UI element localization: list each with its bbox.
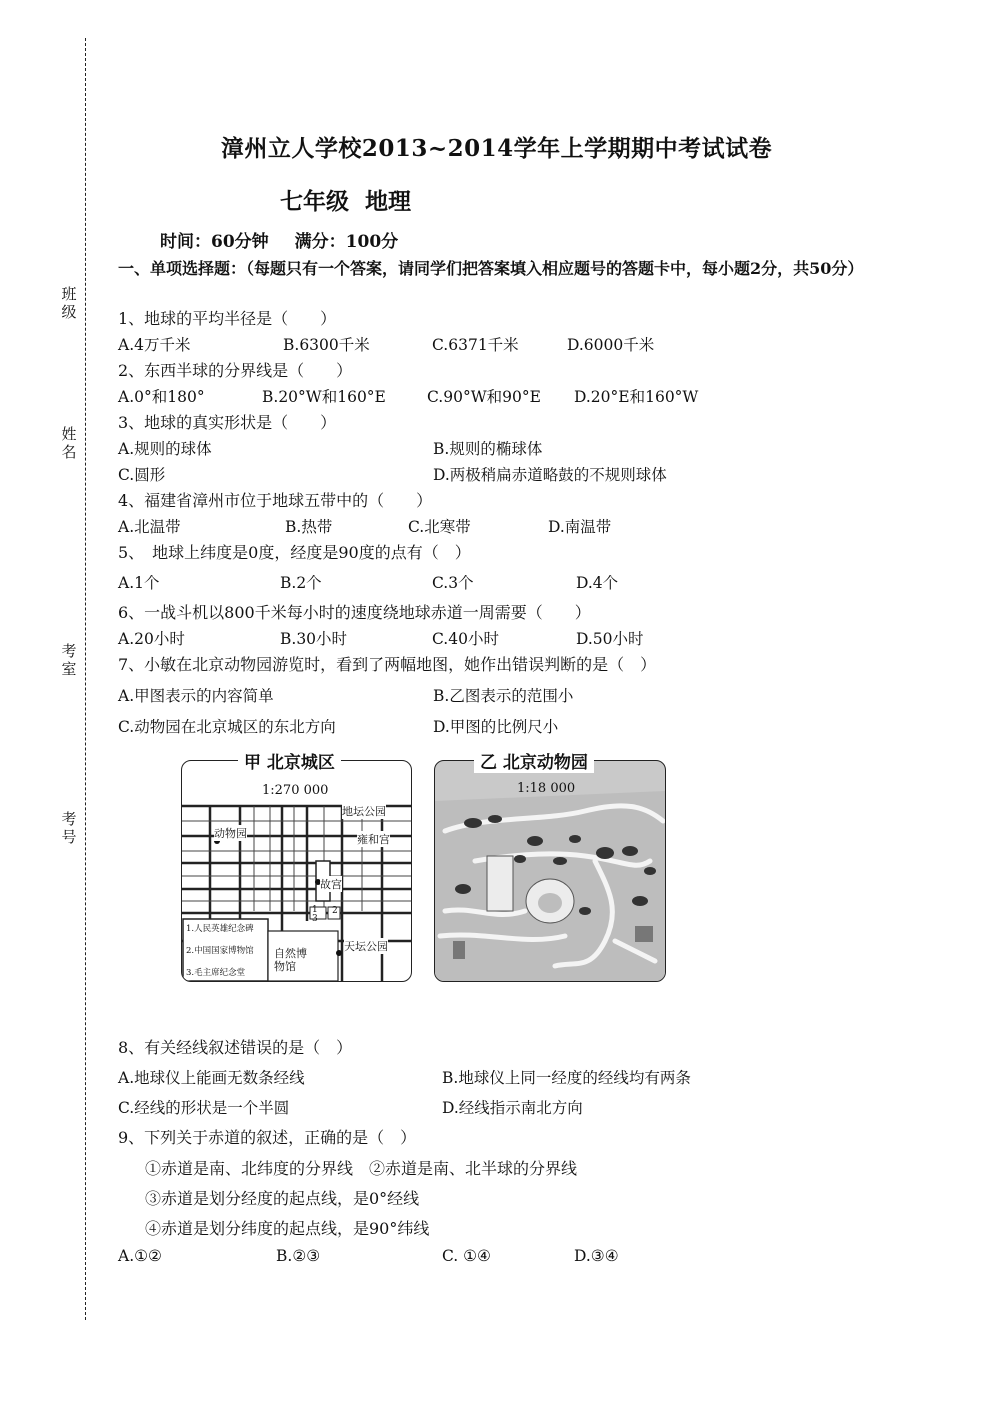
- q5-option-a[interactable]: A.1个: [118, 574, 160, 592]
- map-legend-1: 1.人民英雄纪念碑: [186, 924, 254, 934]
- map-label-tiantan: 天坛公园: [344, 940, 388, 953]
- q2-option-a[interactable]: A.0°和180°: [118, 388, 205, 406]
- map-marker-1: 1: [312, 905, 318, 915]
- class-label: 班级: [61, 285, 77, 321]
- q8-option-d[interactable]: D.经线指示南北方向: [442, 1099, 583, 1117]
- q4-option-a[interactable]: A.北温带: [118, 518, 181, 536]
- q6-option-b[interactable]: B.30小时: [280, 630, 348, 648]
- map-marker-3: 3: [312, 914, 318, 924]
- question-6: 6、一战斗机以800千米每小时的速度绕地球赤道一周需要（ ）: [118, 603, 591, 622]
- q1-option-a[interactable]: A.4万千米: [118, 336, 191, 354]
- q9-statement-3: ③赤道是划分经度的起点线，是0°经线: [145, 1189, 420, 1208]
- q7-option-a[interactable]: A.甲图表示的内容简单: [118, 687, 274, 705]
- q5-option-b[interactable]: B.2个: [280, 574, 322, 592]
- q9-option-c[interactable]: C. ①④: [442, 1247, 491, 1265]
- q3-option-c[interactable]: C.圆形: [118, 466, 166, 484]
- q4-option-b[interactable]: B.热带: [285, 518, 333, 536]
- room-label: 考室: [61, 642, 77, 678]
- subject: 地理: [365, 188, 411, 215]
- q9-option-a[interactable]: A.①②: [118, 1247, 162, 1265]
- map-legend-2: 2.中国国家博物馆: [186, 946, 254, 956]
- question-9: 9、下列关于赤道的叙述，正确的是（ ）: [118, 1128, 417, 1147]
- map-label-yonghegong: 雍和宫: [357, 833, 390, 846]
- question-1: 1、地球的平均半径是（ ）: [118, 309, 337, 328]
- q6-option-c[interactable]: C.40小时: [432, 630, 499, 648]
- map-yi-title: 乙 北京动物园: [474, 748, 594, 773]
- map-legend-3: 3.毛主席纪念堂: [186, 968, 246, 978]
- map-beijing-city: [181, 760, 412, 982]
- q4-option-c[interactable]: C.北寒带: [408, 518, 471, 536]
- q9-statement-1-2: ①赤道是南、北纬度的分界线 ②赤道是南、北半球的分界线: [145, 1159, 578, 1178]
- q8-option-c[interactable]: C.经线的形状是一个半圆: [118, 1099, 290, 1117]
- grade-subject: [280, 183, 427, 216]
- name-label: 姓名: [61, 425, 77, 461]
- question-8: 8、有关经线叙述错误的是（ ）: [118, 1038, 353, 1057]
- map-label-museum: 自然博物馆: [274, 947, 307, 973]
- map-label-zoo: 动物园: [214, 827, 247, 840]
- question-2: 2、东西半球的分界线是（ ）: [118, 361, 353, 380]
- section-heading: 一、单项选择题：（每题只有一个答案，请同学们把答案填入相应题号的答题卡中，每小题2分，共50分）: [118, 259, 864, 278]
- q4-option-d[interactable]: D.南温带: [548, 518, 612, 536]
- exam-time: 时间：60分钟: [160, 232, 269, 252]
- q7-option-b[interactable]: B.乙图表示的范围小: [433, 687, 574, 705]
- q5-option-c[interactable]: C.3个: [432, 574, 474, 592]
- q8-option-b[interactable]: B.地球仪上同一经度的经线均有两条: [442, 1069, 691, 1087]
- map-yi-scale: 1:18 000: [517, 781, 576, 796]
- map-jia-scale: 1:270 000: [262, 783, 329, 798]
- grade: 七年级: [280, 188, 349, 215]
- q5-option-d[interactable]: D.4个: [576, 574, 619, 592]
- exam-score: 满分：100分: [294, 232, 399, 252]
- q6-option-a[interactable]: A.20小时: [118, 630, 185, 648]
- exam-meta: [160, 227, 424, 252]
- q1-option-c[interactable]: C.6371千米: [432, 336, 519, 354]
- q9-option-b[interactable]: B.②③: [276, 1247, 321, 1265]
- q2-option-d[interactable]: D.20°E和160°W: [574, 388, 699, 406]
- q7-option-d[interactable]: D.甲图的比例尺小: [433, 718, 559, 736]
- map-label-forbidden-city: 故宫: [320, 878, 342, 891]
- page-title: 漳州立人学校2013~2014学年上学期期中考试试卷: [220, 135, 773, 162]
- question-5: 5、 地球上纬度是0度，经度是90度的点有（ ）: [118, 543, 471, 562]
- map-jia-title: 甲 北京城区: [238, 748, 341, 773]
- q9-statement-4: ④赤道是划分纬度的起点线，是90°纬线: [145, 1219, 430, 1238]
- map-beijing-zoo: [434, 760, 666, 982]
- q1-option-b[interactable]: B.6300千米: [283, 336, 370, 354]
- q3-option-d[interactable]: D.两极稍扁赤道略鼓的不规则球体: [433, 466, 667, 484]
- number-label: 考号: [61, 810, 77, 846]
- q3-option-a[interactable]: A.规则的球体: [118, 440, 212, 458]
- map-marker-2: 2: [332, 906, 338, 916]
- q2-option-b[interactable]: B.20°W和160°E: [262, 388, 386, 406]
- q7-option-c[interactable]: C.动物园在北京城区的东北方向: [118, 718, 336, 736]
- q2-option-c[interactable]: C.90°W和90°E: [427, 388, 541, 406]
- q3-option-b[interactable]: B.规则的椭球体: [433, 440, 543, 458]
- question-7: 7、小敏在北京动物园游览时，看到了两幅地图，她作出错误判断的是（ ）: [118, 655, 657, 674]
- q6-option-d[interactable]: D.50小时: [576, 630, 644, 648]
- binding-dash-line: [85, 38, 86, 1320]
- question-3: 3、地球的真实形状是（ ）: [118, 413, 337, 432]
- q8-option-a[interactable]: A.地球仪上能画无数条经线: [118, 1069, 305, 1087]
- question-4: 4、福建省漳州市位于地球五带中的（ ）: [118, 491, 433, 510]
- map-label-ditan: 地坛公园: [342, 805, 386, 818]
- q9-option-d[interactable]: D.③④: [574, 1247, 619, 1265]
- q1-option-d[interactable]: D.6000千米: [567, 336, 655, 354]
